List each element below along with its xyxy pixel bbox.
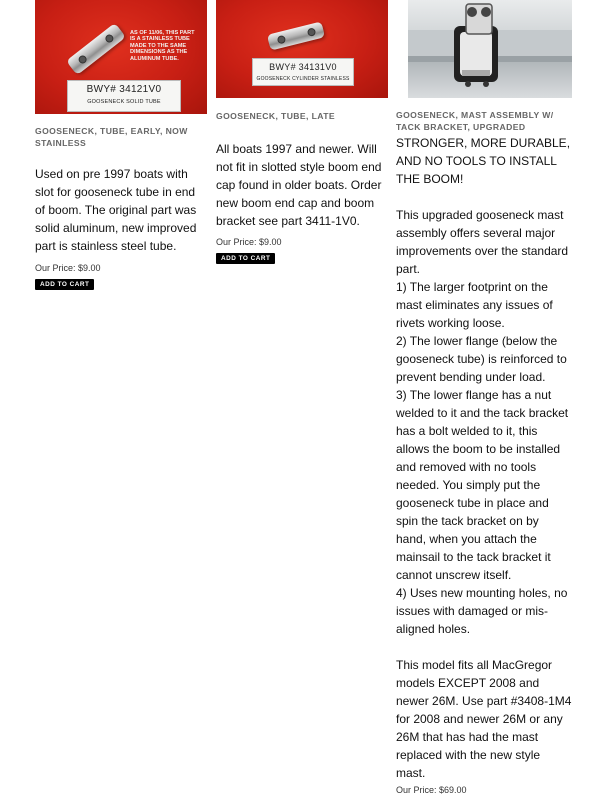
description-spacer bbox=[396, 638, 572, 656]
product-card-early-tube bbox=[35, 0, 207, 291]
product-price: Our Price: $9.00 bbox=[35, 263, 101, 273]
part-number-label: BWY# 34121V0 bbox=[86, 84, 162, 95]
add-to-cart-button[interactable]: ADD TO CART bbox=[35, 279, 94, 290]
product-image-mast-assembly[interactable] bbox=[408, 0, 572, 98]
product-title[interactable]: GOOSENECK, MAST ASSEMBLY W/ TACK BRACKET, UPGRADED bbox=[396, 110, 554, 132]
product-title[interactable]: GOOSENECK, TUBE, LATE bbox=[216, 111, 336, 121]
description-paragraph: This upgraded gooseneck mast assembly offers several major improvements over the standard part. bbox=[396, 208, 569, 276]
product-title[interactable]: GOOSENECK, TUBE, EARLY, NOW STAINLESS bbox=[35, 126, 188, 148]
description-spacer bbox=[396, 188, 572, 206]
gooseneck-cylinder-graphic bbox=[267, 21, 325, 50]
gooseneck-tube-graphic bbox=[66, 23, 126, 75]
description-paragraph: 2) The lower flange (below the gooseneck tube) is reinforced to prevent bending under load. bbox=[396, 334, 567, 384]
stencil-note: AS OF 11/06, THIS PART IS A STAINLESS TUBE MADE TO THE SAME DIMENSIONS AS THE ALUMINUM TUBE. bbox=[130, 30, 195, 62]
part-description-label: GOOSENECK CYLINDER STAINLESS bbox=[256, 76, 350, 82]
description-paragraph: This model fits all MacGregor models EXCEPT 2008 and newer 26M. Use part #3408-1M4 for 2008 and newer 26M or any 26M that has had the mast replaced with the new style mast. bbox=[396, 658, 572, 780]
description-paragraph: STRONGER, MORE DURABLE, AND NO TOOLS TO INSTALL THE BOOM! bbox=[396, 136, 571, 186]
product-description: Used on pre 1997 boats with slot for gooseneck tube in end of boom. The original part was solid aluminum, new improved part is stainless steel tube. bbox=[35, 167, 197, 253]
product-card-mast-assembly bbox=[396, 0, 572, 795]
part-description-label: GOOSENECK SOLID TUBE bbox=[87, 99, 161, 105]
part-label-card bbox=[252, 58, 354, 86]
description-paragraph: 3) The lower flange has a nut welded to it and the tack bracket has a bolt welded to it, this allows the boom to be installed and removed with no tools needed. You simply put the gooseneck tube in place and spin the tack bracket on by hand, when you attach the mainsail to the tack bracket it cannot unscrew itself. bbox=[396, 388, 569, 582]
product-image-early-tube[interactable] bbox=[35, 0, 207, 114]
product-description bbox=[396, 134, 572, 782]
description-paragraph: 4) Uses new mounting holes, no issues with damaged or mis-aligned holes. bbox=[396, 586, 568, 636]
part-number-label: BWY# 34131V0 bbox=[269, 62, 337, 72]
product-price: Our Price: $9.00 bbox=[216, 237, 282, 247]
add-to-cart-button[interactable]: ADD TO CART bbox=[216, 253, 275, 264]
product-image-late-tube[interactable] bbox=[216, 0, 388, 98]
mast-bracket-graphic bbox=[408, 0, 572, 98]
part-label-card bbox=[67, 80, 181, 112]
product-card-late-tube bbox=[216, 0, 388, 265]
description-paragraph: 1) The larger footprint on the mast eliminates any issues of rivets working loose. bbox=[396, 280, 553, 330]
product-price: Our Price: $69.00 bbox=[396, 785, 467, 795]
product-description: All boats 1997 and newer. Will not fit in slotted style boom end cap found in older boats. Order new boom end cap and boom bracket see part 3411-1V0. bbox=[216, 142, 382, 228]
